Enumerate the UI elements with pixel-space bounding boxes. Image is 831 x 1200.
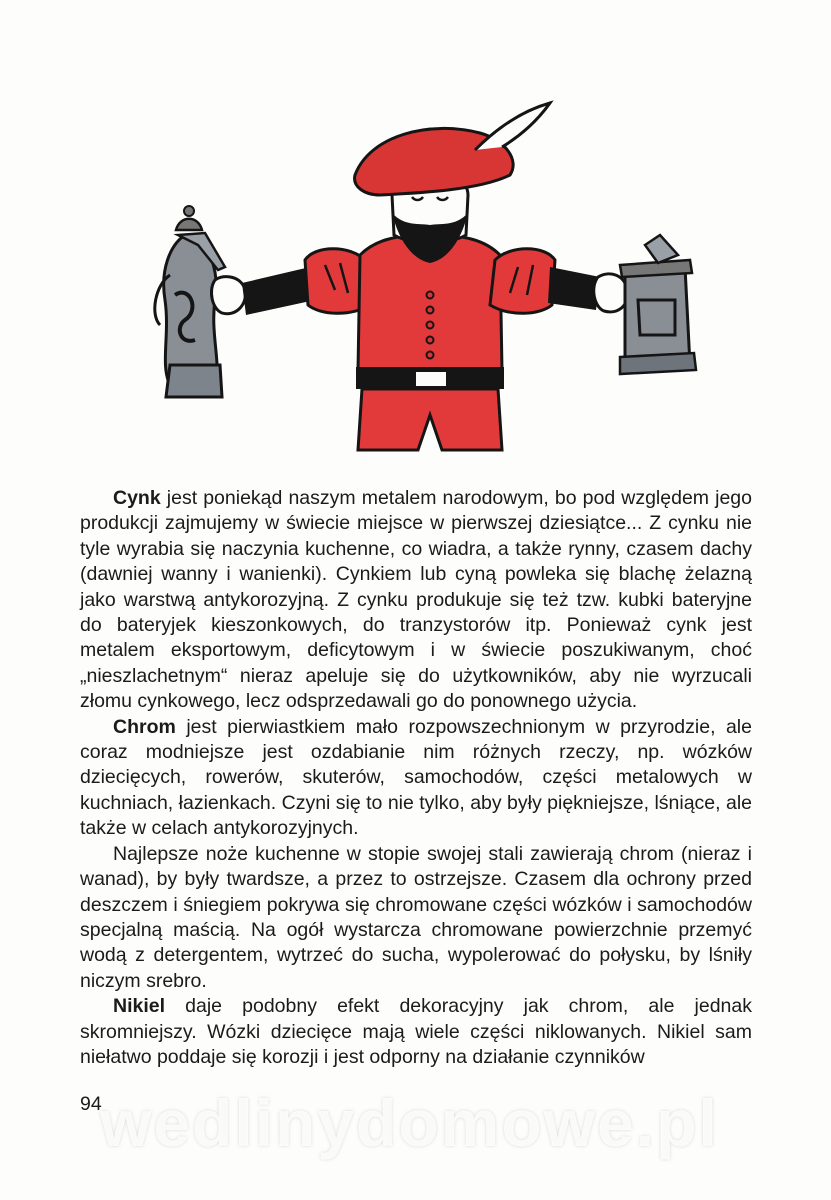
knight-illustration [130, 95, 710, 465]
term-chromium: Chrom [113, 715, 176, 738]
term-zinc: Cynk [113, 487, 161, 509]
knight-with-jugs-icon [130, 95, 710, 465]
tankard-icon [620, 235, 696, 374]
page-number: 94 [80, 1093, 102, 1115]
article-text [80, 486, 752, 1070]
paragraph-body: jest pierwiastkiem mało rozpowszechnionym w przyrodzie, ale coraz modniejsze jest ozdabianie nim różnych rzeczy, np. wózków dziecięcych, rowerów, skuterów, samochodów, części metalowych w kuchniach, łazienkach. Czyni się to nie tylko, aby były piękniejsze, lśniące, ale także w celach antykorozyjnych. [80, 715, 753, 840]
watermark: wedlinydomowe.pl [100, 1086, 719, 1160]
paragraph-nickel [80, 994, 752, 1070]
paragraph-zinc [80, 486, 752, 715]
paragraph-body: Najlepsze noże kuchenne w stopie swojej stali zawierają chrom (nieraz i wanad), by były twardsze, a przez to ostrzejsze. Czasem dla ochrony przed deszczem i śniegiem pokrywa się chromowane części wózków i samochodów specjalną maścią. Na ogół wystarcza chromowane powierzchnie przemyć wodą z detergentem, wytrzeć do sucha, wypolerować do połysku, by lśniły niczym srebro. [80, 842, 752, 992]
paragraph-chromium [80, 715, 752, 842]
paragraph-body: daje podobny efekt dekoracyjny jak chrom, ale jednak skromniejszy. Wózki dziecięce mają wiele części niklowanych. Nikiel sam niełatwo poddaje się korozji i jest odporny na działanie czynników [80, 995, 752, 1068]
paragraph-body: jest poniekąd naszym metalem narodowym, bo pod względem jego produkcji zajmujemy w świecie miejsce w pierwszej dziesiątce... Z cynku nie tyle wyrabia się naczynia kuchenne, co wiadra, a także rynny, czasem dachy (dawniej wanny i wanienki). Cynkiem lub cyną powleka się blachę żelazną jako warstwą antykorozyjną. Z cynku produkuje się też tzw. kubki bateryjne do bateryjek kieszonkowych, do tranzystorów itp. Ponieważ cynk jest metalem eksportowym, deficytowym i w świecie poszukiwanym, choć „nieszlachetnym“ nieraz apeluje się do użytkowników, aby nie wyrzucali złomu cynkowego, lecz odsprzedawali go do ponownego użycia. [80, 487, 752, 713]
term-nickel: Nikiel [113, 995, 166, 1018]
paragraph-knives [80, 842, 752, 994]
